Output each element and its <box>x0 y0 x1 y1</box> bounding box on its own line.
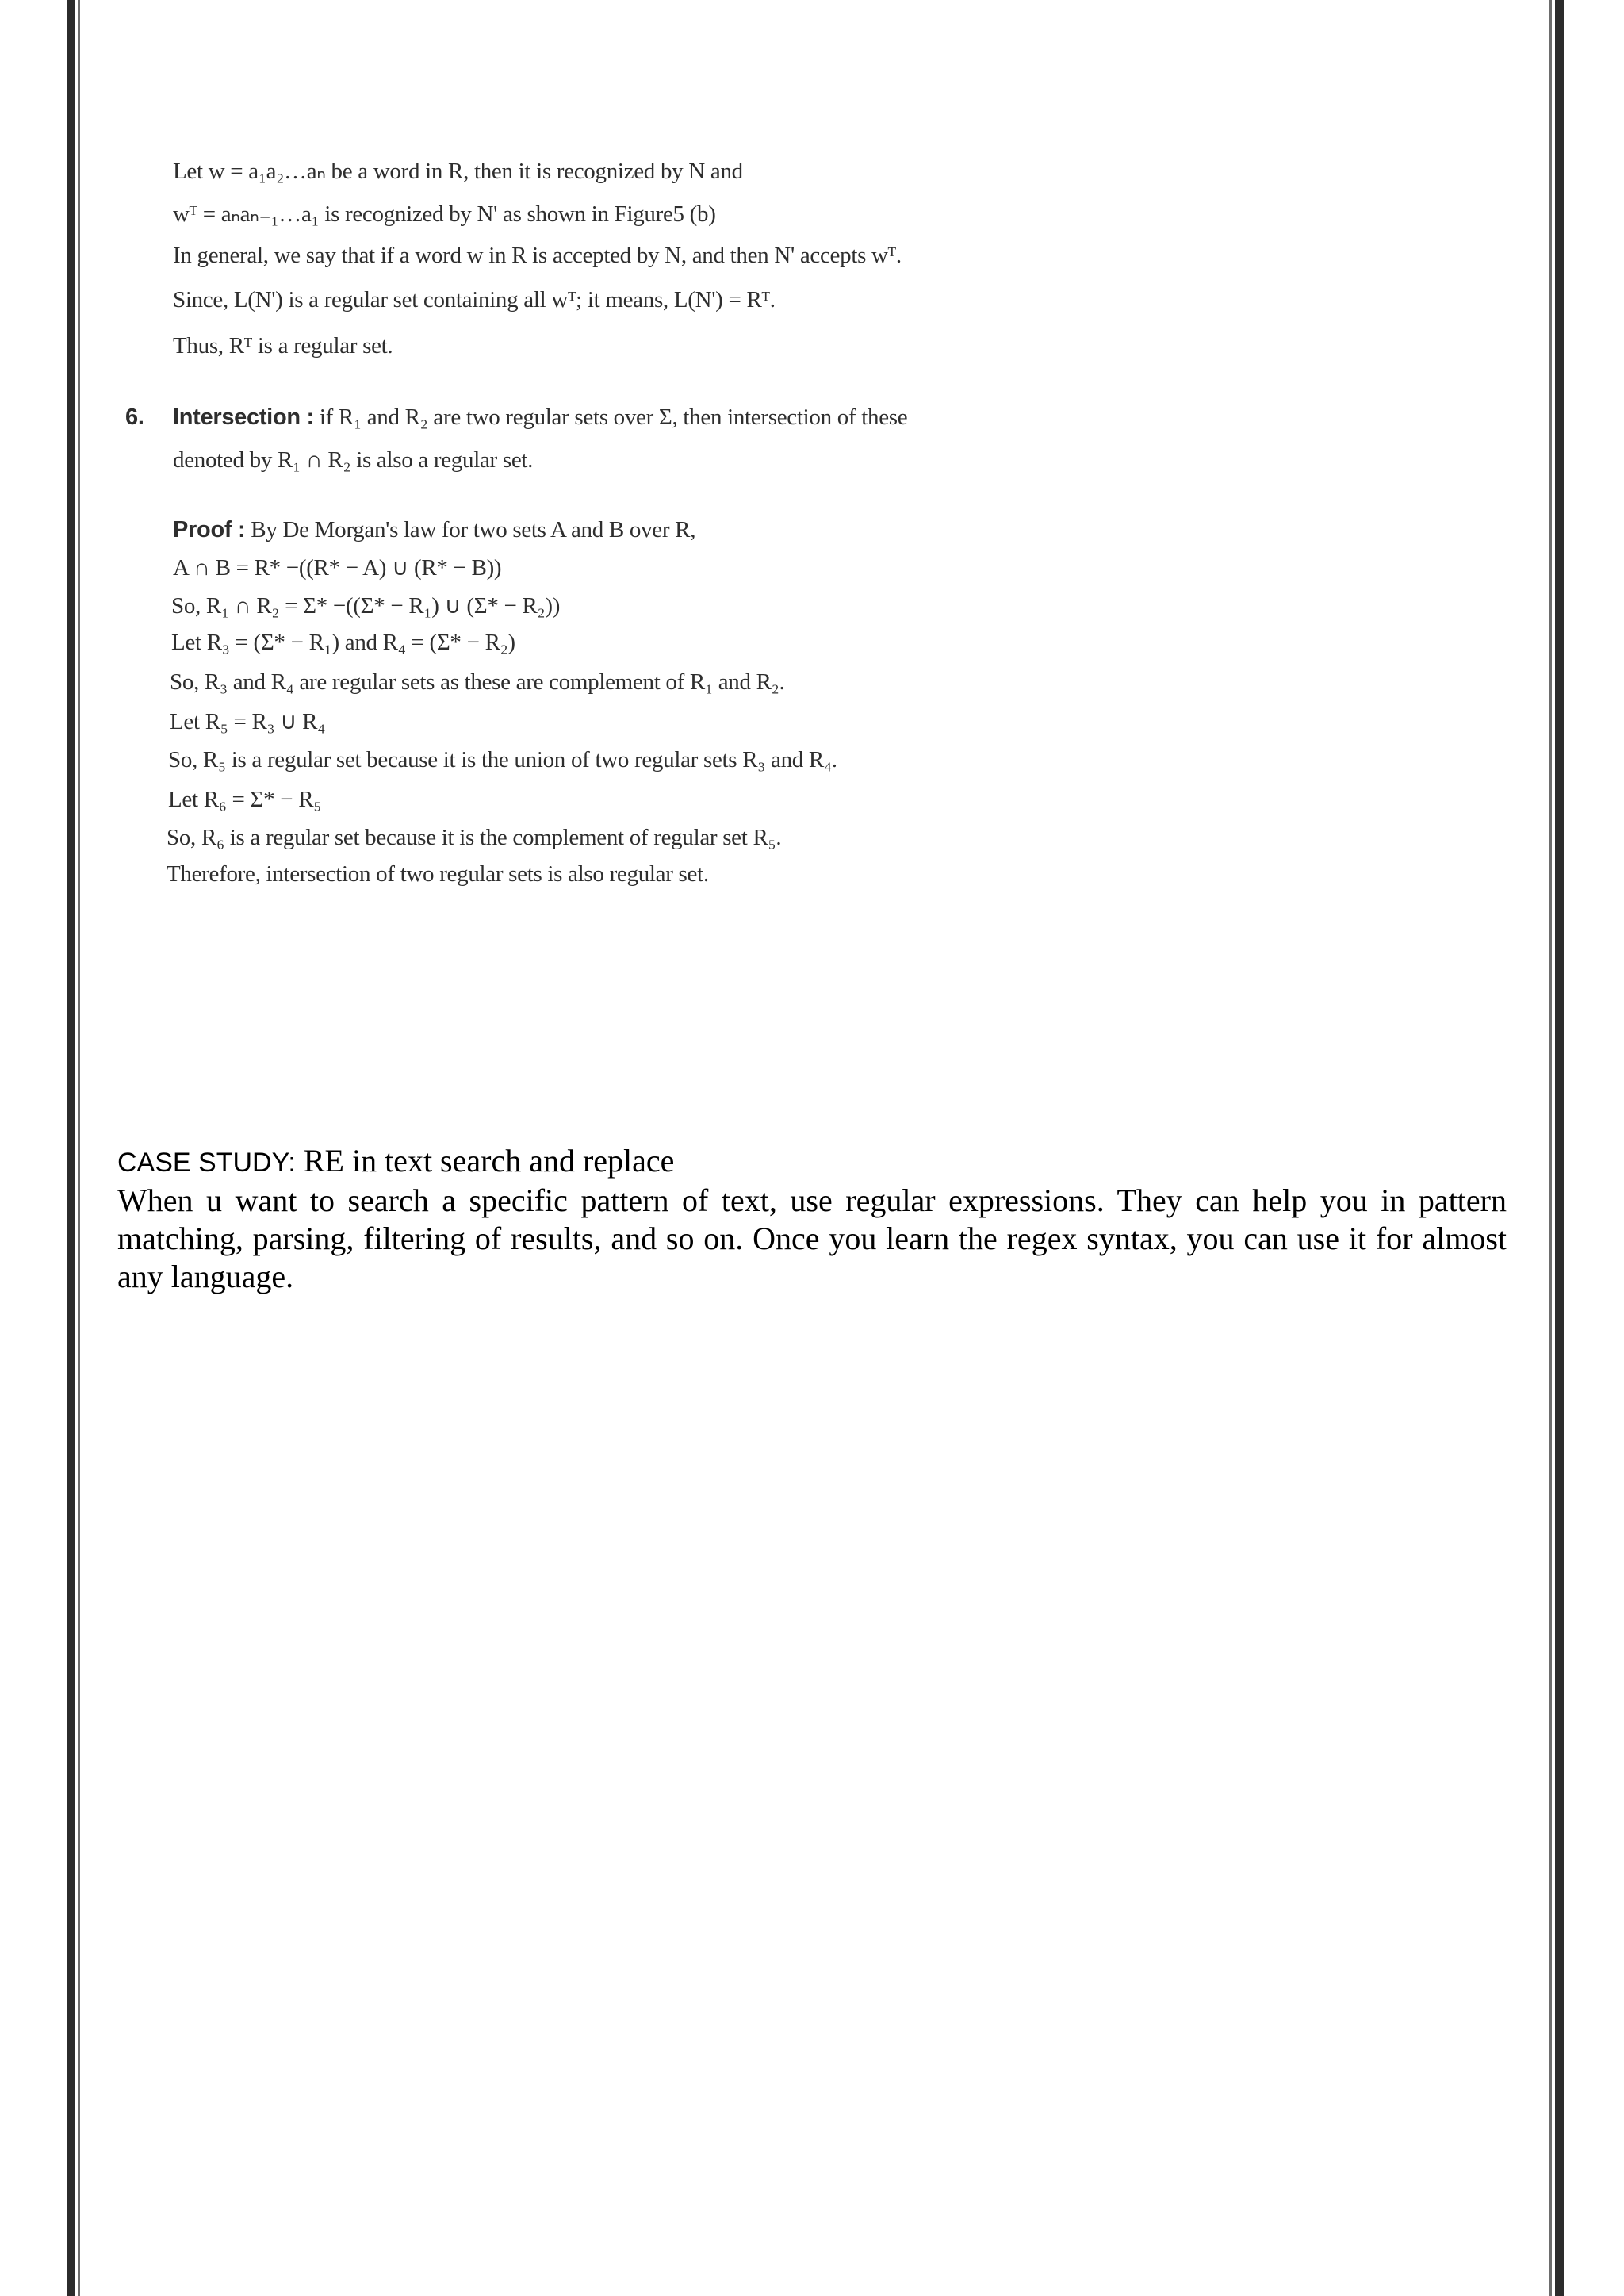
item-title: Intersection : <box>173 404 314 430</box>
case-study-section <box>117 1142 1507 1296</box>
proof-line: So, R₅ is a regular set because it is the union of two regular sets R₃ and R₄. <box>168 747 837 772</box>
left-border <box>67 0 75 2296</box>
scan-line: Thus, Rᵀ is a regular set. <box>173 333 393 358</box>
scan-line: Since, L(N') is a regular set containing all wᵀ; it means, L(N') = Rᵀ. <box>173 287 776 312</box>
proof-line: So, R₃ and R₄ are regular sets as these are complement of R₁ and R₂. <box>170 669 785 695</box>
right-border <box>1555 0 1564 2296</box>
case-study-title: RE in text search and replace <box>295 1143 675 1179</box>
item-number-label: 6. <box>125 404 144 430</box>
proof-text: By De Morgan's law for two sets A and B over R, <box>251 517 696 542</box>
scan-line: Let w = a₁a₂…aₙ be a word in R, then it is recognized by N and <box>173 159 743 184</box>
proof-line: Therefore, intersection of two regular sets is also regular set. <box>167 861 709 887</box>
proof-heading <box>173 517 695 543</box>
case-study-body: When u want to search a specific pattern of text, use regular expressions. They can help you in pattern matching, parsing, filtering of results, and so on. Once you learn the regex syntax, you can use it for almost any language. <box>117 1182 1507 1294</box>
scan-line: wᵀ = aₙaₙ₋₁…a₁ is recognized by N' as shown in Figure5 (b) <box>173 201 716 227</box>
proof-label: Proof : <box>173 517 246 542</box>
proof-line: Let R₃ = (Σ* − R₁) and R₄ = (Σ* − R₂) <box>171 630 515 655</box>
case-study-label: CASE STUDY: <box>117 1148 296 1178</box>
case-study-heading <box>117 1142 1507 1182</box>
item-number <box>125 404 144 431</box>
item-heading <box>173 404 907 431</box>
left-border-inner <box>78 0 80 2296</box>
scanned-proof-image <box>119 143 1102 952</box>
proof-line: Let R₆ = Σ* − R₅ <box>168 787 322 812</box>
item-text-2: denoted by R₁ ∩ R₂ is also a regular set. <box>173 447 534 473</box>
proof-line: So, R₆ is a regular set because it is the complement of regular set R₅. <box>167 825 782 850</box>
right-border-inner <box>1549 0 1552 2296</box>
proof-line: A ∩ B = R* −((R* − A) ∪ (R* − B)) <box>173 555 502 581</box>
item-text: if R₁ and R₂ are two regular sets over Σ, then intersection of these <box>319 404 908 430</box>
proof-line: So, R₁ ∩ R₂ = Σ* −((Σ* − R₁) ∪ (Σ* − R₂)) <box>171 593 561 619</box>
scan-line: In general, we say that if a word w in R is accepted by N, and then N' accepts wᵀ. <box>173 243 902 268</box>
proof-line: Let R₅ = R₃ ∪ R₄ <box>170 709 326 734</box>
